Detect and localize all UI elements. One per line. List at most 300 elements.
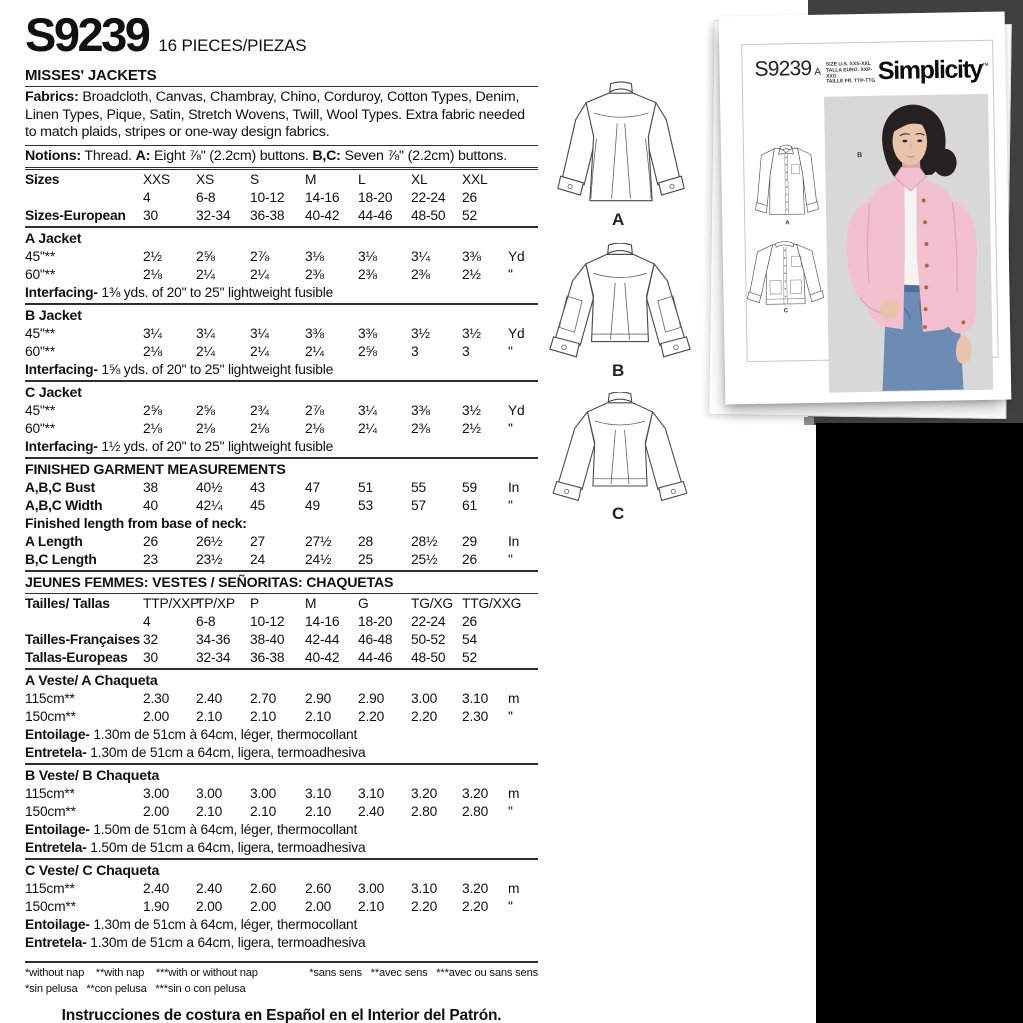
section-heading: JEUNES FEMMES: VESTES / SEÑORITAS: CHAQUETAS xyxy=(25,574,394,591)
fabrics-text: Broadcloth, Canvas, Chambray, Chino, Corduroy, Cotton Types, Denim, Linen Types, Pique, Satin, Stretch Wovens, Twill, Wool Types. Extra fabric needed to match plaids, stripes or one-way design fabrics. xyxy=(25,89,525,141)
table-row xyxy=(25,402,538,420)
table-cell: 24½ xyxy=(305,551,332,567)
table-cell: 26 xyxy=(462,613,477,629)
unit-cell: " xyxy=(508,551,513,567)
unit-cell: m xyxy=(508,880,520,896)
table-cell: 2⅝ xyxy=(143,402,162,418)
table-cell: 2⅜ xyxy=(358,266,377,282)
spanish-instructions-note: Instrucciones de costura en Español en el Interior del Patrón. xyxy=(61,1006,502,1023)
row-label: 45"** xyxy=(25,325,55,341)
table-cell: 2¾ xyxy=(250,402,269,418)
table-cell: 61 xyxy=(462,497,477,513)
table-cell: 26 xyxy=(462,189,477,205)
table-cell: 30 xyxy=(143,649,158,665)
table-cell: 3.00 xyxy=(358,880,385,896)
row-label: 45"** xyxy=(25,248,55,264)
simplicity-logo: Simplicity™ xyxy=(877,55,988,86)
table-cell: 2¼ xyxy=(305,343,324,359)
footnote-nap-fr: *sans sens **avec sens ***avec ou sans sens xyxy=(309,966,538,979)
table-cell: 25½ xyxy=(411,551,438,567)
fabrics-label: Fabrics: xyxy=(25,89,79,105)
table-row xyxy=(25,171,538,189)
notions-segment: A: xyxy=(135,147,151,164)
table-cell: TTP/XXP xyxy=(143,595,200,611)
table-cell: 2¼ xyxy=(196,266,215,282)
table-row xyxy=(25,649,538,667)
row-label: 45"** xyxy=(25,402,55,418)
table-cell: 2⅛ xyxy=(196,420,215,436)
section-heading: B Veste/ B Chaqueta xyxy=(25,767,160,784)
jacket-c-back-drawing xyxy=(540,392,700,523)
notions-segment: Seven ⅞" (2.2cm) buttons. xyxy=(340,147,507,164)
table-row xyxy=(25,248,538,266)
black-background xyxy=(816,423,1023,1023)
row-label xyxy=(25,613,143,631)
table-cell: 3½ xyxy=(411,325,430,341)
table-cell: 32-34 xyxy=(196,649,231,665)
table-cell: 26½ xyxy=(196,533,223,549)
table-cell: 2.90 xyxy=(305,690,332,706)
table-cell: 42¼ xyxy=(196,497,223,513)
fabrics-paragraph xyxy=(25,87,538,146)
table-cell: 2.20 xyxy=(411,708,438,724)
table-cell: 3⅛ xyxy=(358,248,377,264)
table-cell: 2½ xyxy=(462,420,481,436)
envelope-jacket-a-front xyxy=(752,143,821,225)
row-label: 115cm** xyxy=(25,785,75,801)
table-row xyxy=(25,785,538,803)
unit-cell xyxy=(508,595,538,613)
table-cell: 2.00 xyxy=(305,898,332,914)
envelope-inner-frame xyxy=(741,40,999,362)
table-cell: 3½ xyxy=(462,402,481,418)
table-cell: 25 xyxy=(358,551,373,567)
table-cell: XS xyxy=(196,171,215,187)
table-cell: 3.00 xyxy=(411,690,438,706)
interfacing-note: Entretela- 1.30m de 51cm a 64cm, ligera, termoadhesiva xyxy=(25,934,366,950)
table-cell: 29 xyxy=(462,533,477,549)
table-cell: 49 xyxy=(305,497,320,513)
table-cell: 2.40 xyxy=(196,690,223,706)
table-cell: 2.80 xyxy=(462,803,489,819)
table-cell: 2⅛ xyxy=(250,420,269,436)
table-cell: 4 xyxy=(143,613,151,629)
divider xyxy=(25,668,538,670)
size-line-fr: TAILLE FR. TTP-TTG xyxy=(826,78,876,86)
table-cell: TP/XP xyxy=(196,595,235,611)
interfacing-note: Entoilage- 1.50m de 51cm à 64cm, léger, thermocollant xyxy=(25,821,358,837)
table-cell: 2⅛ xyxy=(143,420,162,436)
row-label: 150cm** xyxy=(25,708,76,724)
interfacing-note: Interfacing- 1⅝ yds. of 20" to 25" lightweight fusible xyxy=(25,361,334,377)
model-photo xyxy=(824,94,993,393)
divider xyxy=(25,303,538,305)
table-cell: 2.40 xyxy=(358,803,385,819)
divider xyxy=(25,961,538,963)
table-row xyxy=(25,207,538,225)
table-cell: 2¼ xyxy=(196,343,215,359)
table-cell: 59 xyxy=(462,479,477,495)
jacket-a-label: A xyxy=(612,210,625,229)
table-row xyxy=(25,708,538,726)
table-row xyxy=(25,420,538,438)
table-cell: 28½ xyxy=(411,533,438,549)
section-heading: C Jacket xyxy=(25,384,82,401)
divider xyxy=(25,593,538,594)
notions-line xyxy=(25,146,538,168)
table-cell: 2.80 xyxy=(411,803,438,819)
envelope-view-c-label: C xyxy=(783,308,789,315)
table-cell: 2.20 xyxy=(358,708,385,724)
table-cell: 3.20 xyxy=(411,785,438,801)
table-cell: 38-40 xyxy=(250,631,285,647)
line-drawings-column xyxy=(538,0,708,545)
table-cell: 48-50 xyxy=(411,207,446,223)
masthead xyxy=(25,6,538,64)
table-cell: 50-52 xyxy=(411,631,446,647)
table-cell: 28 xyxy=(358,533,373,549)
table-cell: 36-38 xyxy=(250,649,285,665)
notions-segment: B,C: xyxy=(312,147,341,164)
unit-cell: " xyxy=(508,420,513,436)
table-cell: 53 xyxy=(358,497,373,513)
table-row xyxy=(25,343,538,361)
row-label: A,B,C Width xyxy=(25,497,103,513)
gray-chip xyxy=(804,417,814,425)
table-cell: 6-8 xyxy=(196,189,216,205)
table-cell: M xyxy=(305,595,317,611)
row-label: A Length xyxy=(25,533,83,549)
unit-cell: m xyxy=(508,690,520,706)
jacket-c-label: C xyxy=(612,504,625,523)
unit-cell: " xyxy=(508,803,513,819)
table-cell: 2¼ xyxy=(250,343,269,359)
table-cell: 51 xyxy=(358,479,373,495)
divider xyxy=(25,763,538,765)
jacket-b-back-drawing xyxy=(540,243,700,380)
table-cell: 2.00 xyxy=(143,708,170,724)
interfacing-note: Interfacing- 1½ yds. of 20" to 25" lightweight fusible xyxy=(25,438,334,454)
row-label: Sizes-European xyxy=(25,207,126,223)
table-cell: 2⅜ xyxy=(305,266,324,282)
divider xyxy=(25,169,538,170)
table-cell: 2.40 xyxy=(143,880,170,896)
table-cell: 3⅜ xyxy=(358,325,377,341)
footnotes xyxy=(25,965,538,998)
unit-cell xyxy=(508,613,538,631)
table-row xyxy=(25,880,538,898)
jacket-a-back-drawing xyxy=(546,80,696,229)
table-cell: TG/XG xyxy=(411,595,453,611)
table-cell: 2.00 xyxy=(250,898,277,914)
table-cell: 2.10 xyxy=(305,708,332,724)
unit-cell xyxy=(508,171,538,189)
size-line-euro: TALLA EURO. XXP-XXG xyxy=(825,66,873,80)
unit-cell xyxy=(508,207,538,225)
jacket-b-back-svg xyxy=(540,243,700,371)
envelope-header xyxy=(754,55,987,87)
table-cell: 2.30 xyxy=(462,708,489,724)
row-label: 115cm** xyxy=(25,690,75,706)
table-cell: 3.00 xyxy=(196,785,223,801)
notions-segment: Notions: xyxy=(25,147,81,164)
table-row xyxy=(25,803,538,821)
unit-cell: m xyxy=(508,785,520,801)
table-cell: 3¼ xyxy=(196,325,215,341)
table-cell: 2.10 xyxy=(305,803,332,819)
section-heading: B Jacket xyxy=(25,307,82,324)
table-cell: 2⅝ xyxy=(196,248,215,264)
table-cell: 2.00 xyxy=(143,803,170,819)
table-cell: 47 xyxy=(305,479,320,495)
table-cell: 3.10 xyxy=(358,785,385,801)
table-cell: 34-36 xyxy=(196,631,231,647)
table-cell: 2.20 xyxy=(462,898,489,914)
table-row xyxy=(25,898,538,916)
row-label xyxy=(25,189,143,207)
row-label: A,B,C Bust xyxy=(25,479,96,495)
table-row xyxy=(25,189,538,207)
table-cell: 18-20 xyxy=(358,189,393,205)
envelope-front xyxy=(719,12,1012,405)
divider xyxy=(25,570,538,572)
table-cell: 2.60 xyxy=(250,880,277,896)
table-cell: 2⅛ xyxy=(143,343,162,359)
divider xyxy=(25,226,538,228)
table-cell: 3.20 xyxy=(462,880,489,896)
notions-segment: Thread. xyxy=(80,147,136,164)
table-cell: 3⅜ xyxy=(411,402,430,418)
table-row xyxy=(25,690,538,708)
row-label: Tallas-Europeas xyxy=(25,649,128,665)
row-label: 60"** xyxy=(25,343,55,359)
table-cell: 2½ xyxy=(143,248,162,264)
envelope-jacket-c-svg xyxy=(746,239,825,308)
table-cell: XXS xyxy=(143,171,171,187)
table-cell: 38 xyxy=(143,479,158,495)
table-cell: 10-12 xyxy=(250,613,285,629)
footnote-nap-es: *sin pelusa **con pelusa ***sin o con pelusa xyxy=(25,983,246,996)
table-row xyxy=(25,479,538,497)
table-row xyxy=(25,595,538,613)
table-cell: 14-16 xyxy=(305,613,340,629)
trademark-mark: ™ xyxy=(981,62,988,70)
unit-cell: " xyxy=(508,266,513,282)
table-cell: 4 xyxy=(143,189,151,205)
divider xyxy=(25,858,538,860)
table-cell: 40-42 xyxy=(305,649,340,665)
interfacing-note: Interfacing- 1⅜ yds. of 20" to 25" lightweight fusible xyxy=(25,284,334,300)
table-cell: 40 xyxy=(143,497,158,513)
table-cell: 3.10 xyxy=(305,785,332,801)
table-cell: 2½ xyxy=(462,266,481,282)
photo-view-b-label: B xyxy=(857,152,863,160)
table-cell: 44-46 xyxy=(358,649,393,665)
table-cell: 22-24 xyxy=(411,613,446,629)
table-cell: 22-24 xyxy=(411,189,446,205)
section-heading: C Veste/ C Chaqueta xyxy=(25,862,160,879)
section-heading: A Veste/ A Chaqueta xyxy=(25,672,158,689)
table-cell: XL xyxy=(411,171,428,187)
interfacing-note: Entoilage- 1.30m de 51cm à 64cm, léger, thermocollant xyxy=(25,916,358,932)
notions-segment: Eight ⅞" (2.2cm) buttons. xyxy=(150,147,313,164)
interfacing-note: Entoilage- 1.30m de 51cm à 64cm, léger, thermocollant xyxy=(25,726,358,742)
unit-cell: In xyxy=(508,479,520,495)
table-cell: 3¼ xyxy=(250,325,269,341)
interfacing-note: Entretela- 1.30m de 51cm a 64cm, ligera, termoadhesiva xyxy=(25,744,366,760)
table-cell: 2.10 xyxy=(250,803,277,819)
table-cell: 2⅞ xyxy=(305,402,324,418)
unit-cell: In xyxy=(508,533,520,549)
table-cell: 2.10 xyxy=(250,708,277,724)
table-cell: 3¼ xyxy=(411,248,430,264)
table-cell: 54 xyxy=(462,631,477,647)
table-row xyxy=(25,325,538,343)
envelope-jacket-c-front xyxy=(746,239,825,313)
unit-cell: " xyxy=(508,708,513,724)
section-heading: A Jacket xyxy=(25,230,82,247)
pattern-back-document xyxy=(25,6,538,1023)
divider xyxy=(25,457,538,459)
interfacing-note: Entretela- 1.50m de 51cm a 64cm, ligera, termoadhesiva xyxy=(25,839,366,855)
table-cell: 2.90 xyxy=(358,690,385,706)
table-cell: L xyxy=(358,171,366,187)
envelope-view-a-label: A xyxy=(785,220,790,227)
table-row xyxy=(25,497,538,515)
model-illustration xyxy=(824,94,993,393)
table-cell: 2⅜ xyxy=(411,420,430,436)
table-cell: 52 xyxy=(462,207,477,223)
table-cell: 2.40 xyxy=(196,880,223,896)
table-cell: XXL xyxy=(462,171,488,187)
table-cell: G xyxy=(358,595,369,611)
table-cell: 3.10 xyxy=(462,690,489,706)
unit-cell: Yd xyxy=(508,248,525,264)
table-cell: 2.10 xyxy=(358,898,385,914)
table-cell: 48-50 xyxy=(411,649,446,665)
table-cell: TTG/XXG xyxy=(462,595,522,611)
table-cell: 26 xyxy=(462,551,477,567)
table-cell: 2.60 xyxy=(305,880,332,896)
footnotes-left xyxy=(25,965,258,998)
envelope-view-letter: A xyxy=(814,66,822,78)
row-label: 60"** xyxy=(25,266,55,282)
table-cell: P xyxy=(250,595,260,611)
table-row xyxy=(25,551,538,569)
table-row xyxy=(25,613,538,631)
row-label: B,C Length xyxy=(25,551,97,567)
table-cell: 32-34 xyxy=(196,207,231,223)
table-cell: 10-12 xyxy=(250,189,285,205)
table-cell: 26 xyxy=(143,533,158,549)
table-cell: 2⅝ xyxy=(358,343,377,359)
table-cell: 42-44 xyxy=(305,631,340,647)
table-cell: 3½ xyxy=(462,325,481,341)
table-cell: 27½ xyxy=(305,533,332,549)
table-cell: 3⅛ xyxy=(305,248,324,264)
jacket-b-label: B xyxy=(612,361,625,380)
table-cell: 2⅛ xyxy=(143,266,162,282)
table-cell: 40½ xyxy=(196,479,223,495)
table-cell: 2¼ xyxy=(250,266,269,282)
envelope-pattern-number: S9239 xyxy=(754,56,812,81)
row-label: Sizes xyxy=(25,171,60,187)
row-label: 150cm** xyxy=(25,898,76,914)
table-cell: 2⅝ xyxy=(196,402,215,418)
unit-cell xyxy=(508,631,538,649)
table-cell: 3.10 xyxy=(411,880,438,896)
measurement-tables xyxy=(25,169,538,963)
document-title: MISSES' JACKETS xyxy=(25,66,538,87)
section-heading: FINISHED GARMENT MEASUREMENTS xyxy=(25,461,286,478)
table-cell: 3¼ xyxy=(143,325,162,341)
envelope-jacket-a-svg xyxy=(752,143,821,220)
table-cell: M xyxy=(305,171,317,187)
table-cell: 3⅜ xyxy=(462,248,481,264)
table-row xyxy=(25,266,538,284)
table-cell: 27 xyxy=(250,533,265,549)
table-cell: 14-16 xyxy=(305,189,340,205)
unit-cell: " xyxy=(508,497,513,513)
table-cell: 32 xyxy=(143,631,158,647)
divider xyxy=(25,380,538,382)
table-cell: 2⅜ xyxy=(411,266,430,282)
pieces-count: 16 PIECES/PIEZAS xyxy=(158,36,307,55)
table-cell: 3.00 xyxy=(143,785,170,801)
unit-cell: " xyxy=(508,898,513,914)
table-cell: 3 xyxy=(462,343,470,359)
size-line-us: SIZE U.S. XXS-XXL xyxy=(825,60,871,68)
footnote-nap-en: *without nap **with nap ***with or without nap xyxy=(25,966,258,979)
row-label: 60"** xyxy=(25,420,55,436)
table-cell: 2.30 xyxy=(143,690,170,706)
unit-cell xyxy=(508,649,538,667)
unit-cell: " xyxy=(508,343,513,359)
table-cell: 2.20 xyxy=(411,898,438,914)
table-cell: 52 xyxy=(462,649,477,665)
table-cell: 18-20 xyxy=(358,613,393,629)
row-label: 150cm** xyxy=(25,803,76,819)
table-cell: 3.20 xyxy=(462,785,489,801)
table-cell: 57 xyxy=(411,497,426,513)
unit-cell: Yd xyxy=(508,402,525,418)
table-cell: 2.10 xyxy=(196,708,223,724)
table-cell: 1.90 xyxy=(143,898,170,914)
envelope-size-range xyxy=(826,62,878,86)
pattern-number: S9239 xyxy=(25,8,149,61)
unit-cell xyxy=(508,189,538,207)
jacket-a-back-svg xyxy=(546,80,696,212)
row-label: Tailles/ Tallas xyxy=(25,595,110,611)
table-cell: 3⅜ xyxy=(305,325,324,341)
table-cell: 40-42 xyxy=(305,207,340,223)
table-row xyxy=(25,533,538,551)
table-cell: 36-38 xyxy=(250,207,285,223)
table-cell: 46-48 xyxy=(358,631,393,647)
table-cell: 45 xyxy=(250,497,265,513)
jacket-c-back-svg xyxy=(540,392,700,514)
table-cell: S xyxy=(250,171,260,187)
table-row xyxy=(25,631,538,649)
row-label: Tailles-Françaises xyxy=(25,631,141,647)
table-cell: 2⅞ xyxy=(250,248,269,264)
table-cell: 2.70 xyxy=(250,690,277,706)
table-cell: 2⅛ xyxy=(305,420,324,436)
table-cell: 2¼ xyxy=(358,420,377,436)
unit-cell: Yd xyxy=(508,325,525,341)
table-subheading: Finished length from base of neck: xyxy=(25,515,247,531)
table-cell: 2.00 xyxy=(196,898,223,914)
